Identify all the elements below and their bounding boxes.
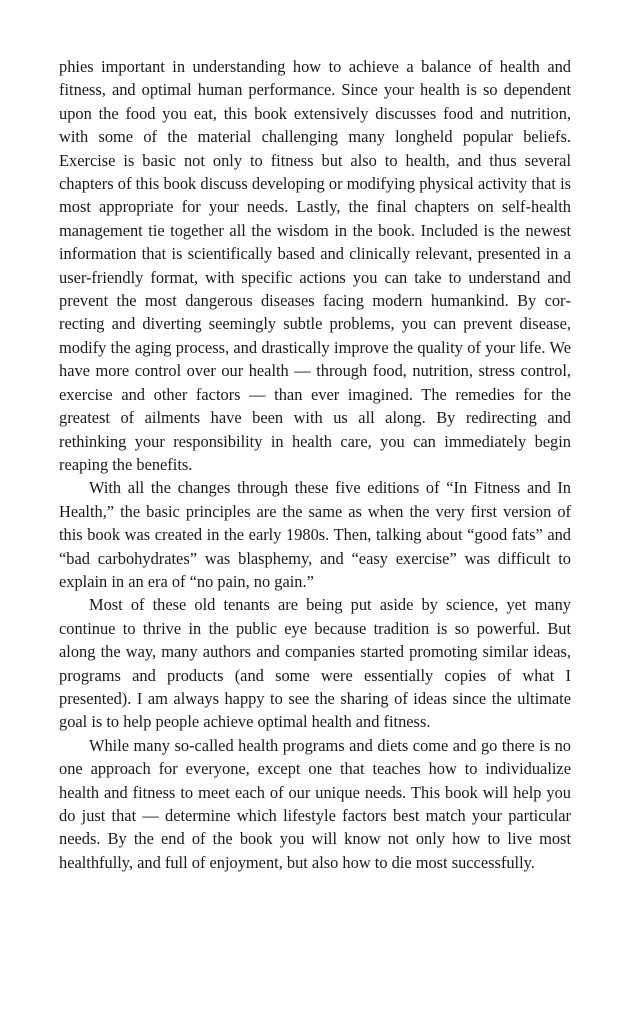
paragraph-continued: phies important in understanding how to achieve a balance of health and fitness, and optimal human performance. Since your health is so dependent upon the food you eat, this book extensively discusses food and nutrition, with some of the material challenging many longheld popular beliefs. Exercise is basic not only to fitness but also to health, and thus several chapters of this book discuss developing or modifying physical activity that is most appropriate for your needs. Lastly, the final chapters on self-health management tie together all the wisdom in the book. Included is the newest information that is scientifically based and clinically relevant, presented in a user-friendly format, with specific actions you can take to understand and prevent the most dangerous diseases facing modern humankind. By correcting and diverting seemingly subtle problems, you can prevent disease, modify the aging process, and drastically improve the quality of your life. We have more control over our health — through food, nutrition, stress control, exercise and other factors — than ever imagined. The remedies for the greatest of ailments have been with us all along. By redirecting and rethinking your responsibility in health care, you can immediately begin reaping the benefits. bbox=[59, 57, 571, 474]
paragraph-individualize: While many so-called health programs and diets come and go there is no one approach for everyone, except one that teaches how to individualize health and fitness to meet each of our unique needs. This book will help you do just that — determine which lifestyle factors best match your particular needs. By the end of the book you will know not only how to live most healthfully, and full of enjoyment, but also how to die most successfully. bbox=[59, 735, 571, 872]
paragraph-editions: With all the changes through these five editions of “In Fitness and In Health,” the basic principles are the same as when the very first version of this book was created in the early 1980s. Then, talking about “good fats” and “bad carbohydrates” was blasphemy, and “easy exercise” was difficult to explain in an era of “no pain, no gain.” bbox=[59, 478, 571, 591]
paragraph-old-tenants: Most of these old tenants are being put aside by science, yet many continue to thrive in the public eye because tradition is so powerful. But along the way, many authors and companies started promoting similar ideas, programs and products (and some were essentially copies of what I presented). I am always happy to see the sharing of ideas since the ultimate goal is to help people achieve optimal health and fitness. bbox=[59, 595, 571, 732]
book-page-body bbox=[59, 55, 571, 874]
